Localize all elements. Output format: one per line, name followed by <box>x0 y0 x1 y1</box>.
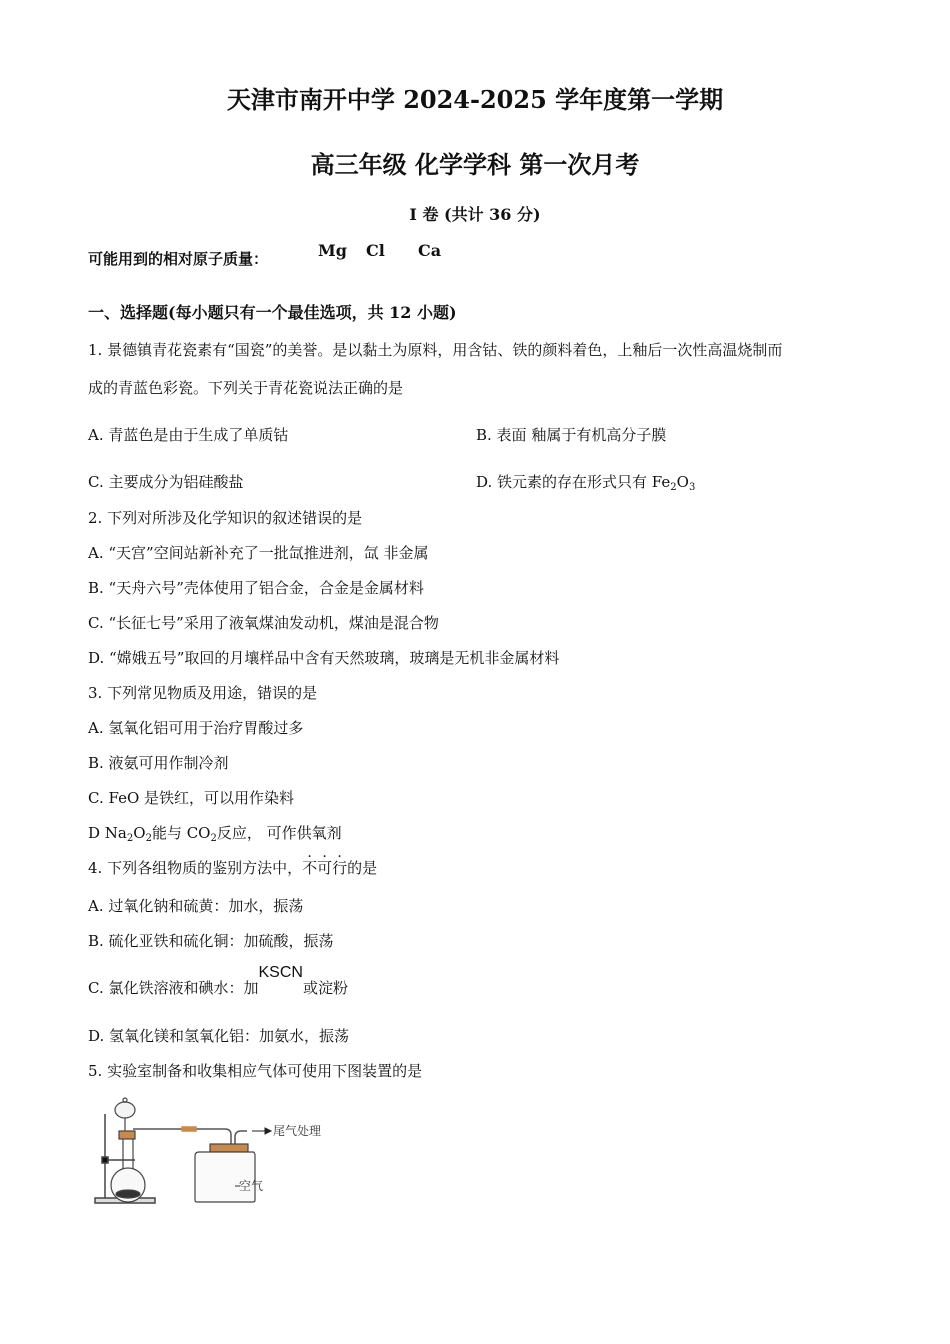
q5-stem: 5. 实验室制备和收集相应气体可使用下图装置的是 <box>88 1062 423 1080</box>
q3-option-d: D $Na_2O_2$能与 $CO_2$反应， 可作供氧剂 <box>88 824 342 844</box>
gas-apparatus-figure <box>85 1092 325 1210</box>
q2-option-d: D. “嫦娥五号”取回的月壤样品中含有天然玻璃，玻璃是无机非金属材料 <box>88 649 560 667</box>
q3-option-a: A. 氢氧化铝可用于治疗胃酸过多 <box>88 719 304 737</box>
exam-title: 天津市南开中学 2024-2025 学年度第一学期 <box>226 85 724 114</box>
q3-option-c: C. FeO 是铁红，可以用作染料 <box>88 789 295 807</box>
q3-option-b: B. 液氨可用作制冷剂 <box>88 754 229 772</box>
q3-stem: 3. 下列常见物质及用途，错误的是 <box>88 684 318 702</box>
q2-stem: 2. 下列对所涉及化学知识的叙述错误的是 <box>88 509 363 527</box>
volume-heading: I 卷 (共计 36 分) <box>409 205 541 224</box>
q1-option-b: B. 表面 釉属于有机高分子膜 <box>476 426 667 444</box>
q1-stem: 1. 景德镇青花瓷素有“国瓷”的美誉。是以黏土为原料，用含钴、铁的颜料着色，上釉后一次性高温烧制而 <box>88 341 783 359</box>
exhaust-label: 尾气处理 <box>273 1124 322 1138</box>
separatory-funnel <box>115 1098 135 1139</box>
q1-option-c: C. 主要成分为铝硅酸盐 <box>88 473 244 491</box>
q2-option-b: B. “天舟六号”壳体使用了铝合金，合金是金属材料 <box>88 579 424 597</box>
exam-subtitle: 高三年级 化学学科 第一次月考 <box>310 150 640 179</box>
q2-option-c: C. “长征七号”采用了液氧煤油发动机，煤油是混合物 <box>88 614 439 632</box>
element-ca: Ca <box>418 241 442 260</box>
q1-stem-cont: 成的青蓝色彩瓷。下列关于青花瓷说法正确的是 <box>88 379 404 397</box>
q4-option-c: C. 氯化铁溶液和碘水：加KSCN或淀粉 <box>88 964 348 997</box>
element-mg: Mg <box>318 241 347 260</box>
q1-option-a: A. 青蓝色是由于生成了单质钴 <box>88 426 289 444</box>
q1-option-d: D. 铁元素的存在形式只有 $Fe_2O_3$ <box>476 473 696 493</box>
q4-option-d: D. 氢氧化镁和氢氧化铝：加氨水，振荡 <box>88 1027 350 1045</box>
section-heading: 一、选择题(每小题只有一个最佳选项，共 12 小题) <box>88 303 457 322</box>
flask <box>111 1134 145 1202</box>
q4-option-b: B. 硫化亚铁和硫化铜：加硫酸，振荡 <box>88 932 334 950</box>
element-cl: Cl <box>366 241 385 260</box>
air-label: 空气 <box>239 1179 264 1193</box>
atomic-mass-label: 可能用到的相对原子质量： <box>88 250 269 268</box>
collection-bottle <box>195 1144 255 1202</box>
q4-stem: 4. 下列各组物质的鉴别方法中，不可行的是 <box>88 859 378 877</box>
arrow-icon <box>252 1128 271 1134</box>
q2-option-a: A. “天宫”空间站新补充了一批氙推进剂，氙 非金属 <box>88 544 429 562</box>
q4-option-a: A. 过氧化钠和硫黄：加水，振荡 <box>88 897 304 915</box>
